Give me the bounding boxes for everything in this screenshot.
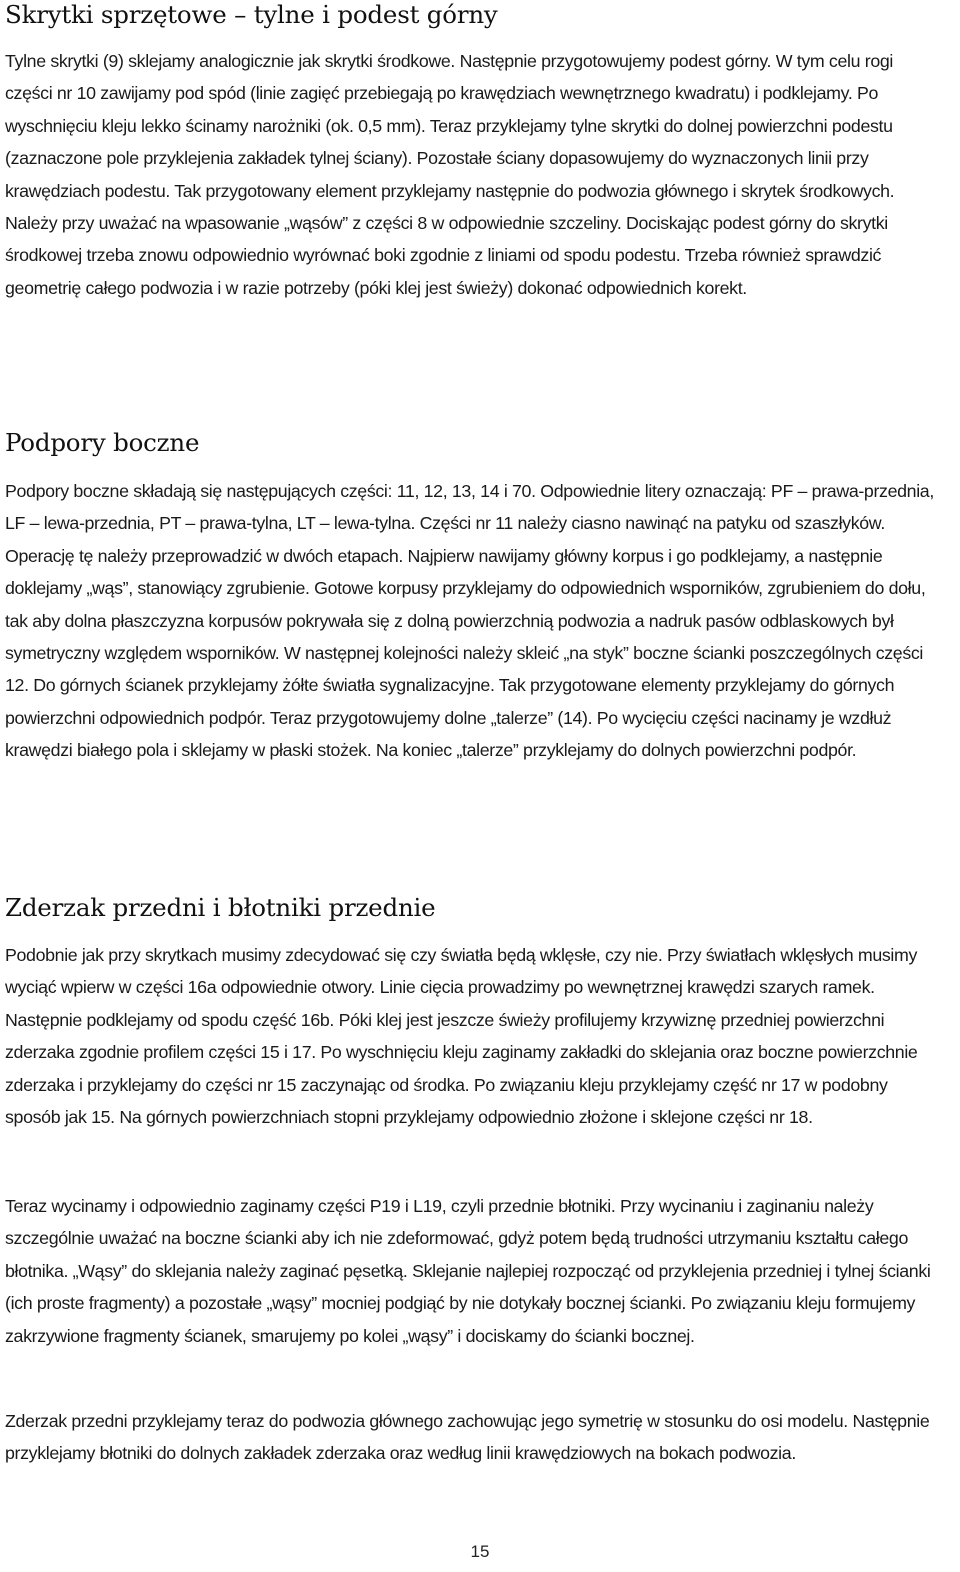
section-body-front-bumper [5,939,940,1133]
paragraph: Podpory boczne składają się następujących części: 11, 12, 13, 14 i 70. Odpowiednie litery oznaczają: PF – prawa-przednia, LF – lewa-przednia, PT – prawa-tylna, LT – lewa-tylna. Części nr 11 należy ciasno nawinąć na patyku od szaszłyków. Operację tę należy przeprowadzić w dwóch etapach. Najpierw nawijamy główny korpus i go podklejamy, a następnie doklejamy „wąs”, stanowiący zgrubienie. Gotowe korpusy przyklejamy do odpowiednich wsporników, zgrubieniem do dołu, tak aby dolna płaszczyzna korpusów pokrywała się z dolną powierzchnią podwozia a nadruk pasów odblaskowych był symetryczny względem wsporników. W następnej kolejności należy skleić „na styk” boczne ścianki poszczególnych części 12. Do górnych ścianek przyklejamy żółte światła sygnalizacyjne. Tak przygotowane elementy przyklejamy do górnych powierzchni odpowiednich podpór. Teraz przygotowujemy dolne „talerze” (14). Po wycięciu części nacinamy je wzdłuż krawędzi białego pola i sklejamy w płaski stożek. Na koniec „talerze” przyklejamy do dolnych powierzchni podpór. [5,481,934,761]
section-heading-rear-storage: Skrytki sprzętowe – tylne i podest górny [5,0,498,29]
section-body-bumper-attach [5,1405,940,1470]
section-heading-front-bumper: Zderzak przedni i błotniki przednie [5,893,436,922]
paragraph: Podobnie jak przy skrytkach musimy zdecydować się czy światła będą wklęsłe, czy nie. Przy światłach wklęsłych musimy wyciąć wpierw w części 16a odpowiednie otwory. Linie cięcia prowadzimy po wewnętrznej krawędzi szarych ramek. Następnie podklejamy od spodu część 16b. Póki klej jest jeszcze świeży profilujemy krzywiznę przedniej powierzchni zderzaka zgodnie profilem części 15 i 17. Po wyschnięciu kleju zaginamy zakładki do sklejania oraz boczne powierzchnie zderzaka i przyklejamy do części nr 15 zaczynając od środka. Po związaniu kleju przyklejamy część nr 17 w podobny sposób jak 15. Na górnych powierzchniach stopni przyklejamy odpowiednio złożone i sklejone części nr 18. [5,945,918,1128]
section-body-front-fenders [5,1190,940,1352]
section-heading-side-supports: Podpory boczne [5,428,200,457]
section-body-side-supports [5,475,940,767]
paragraph: Zderzak przedni przyklejamy teraz do podwozia głównego zachowując jego symetrię w stosunku do osi modelu. Następnie przyklejamy błotniki do dolnych zakładek zderzaka oraz według linii krawędziowych na bokach podwozia. [5,1411,930,1464]
paragraph: Teraz wycinamy i odpowiednio zaginamy części P19 i L19, czyli przednie błotniki. Przy wycinaniu i zaginaniu należy szczególnie uważać na boczne ścianki aby ich nie zdeformować, gdyż potem będą trudności utrzymaniu kształtu całego błotnika. „Wąsy” do sklejania należy zaginać pęsetką. Sklejanie najlepiej rozpocząć od przyklejenia przedniej i tylnej ścianki (ich proste fragmenty) a pozostałe „wąsy” mocniej podgiąć by nie dotykały bocznej ścianki. Po związaniu kleju formujemy zakrzywione fragmenty ścianek, smarujemy po kolei „wąsy” i dociskamy do ścianki bocznej. [5,1196,931,1346]
paragraph: Tylne skrytki (9) sklejamy analogicznie jak skrytki środkowe. Następnie przygotowujemy podest górny. W tym celu rogi części nr 10 zawijamy pod spód (linie zagięć przebiegają po krawędziach wewnętrznego kwadratu) i podklejamy. Po wyschnięciu kleju lekko ścinamy narożniki (ok. 0,5 mm). Teraz przyklejamy tylne skrytki do dolnej powierzchni podestu (zaznaczone pole przyklejenia zakładek tylnej ściany). Pozostałe ściany dopasowujemy do wyznaczonych linii przy krawędziach podestu. Tak przygotowany element przyklejamy następnie do podwozia głównego i skrytek środkowych. Należy przy uważać na wpasowanie „wąsów” z części 8 w odpowiednie szczeliny. Dociskając podest górny do skrytki środkowej trzeba znowu odpowiednio wyrównać boki zgodnie z liniami od spodu podestu. Trzeba również sprawdzić geometrię całego podwozia i w razie potrzeby (póki klej jest świeży) dokonać odpowiednich korekt. [5,51,895,298]
page-number: 15 [470,1542,490,1561]
section-body-rear-storage [5,45,940,304]
